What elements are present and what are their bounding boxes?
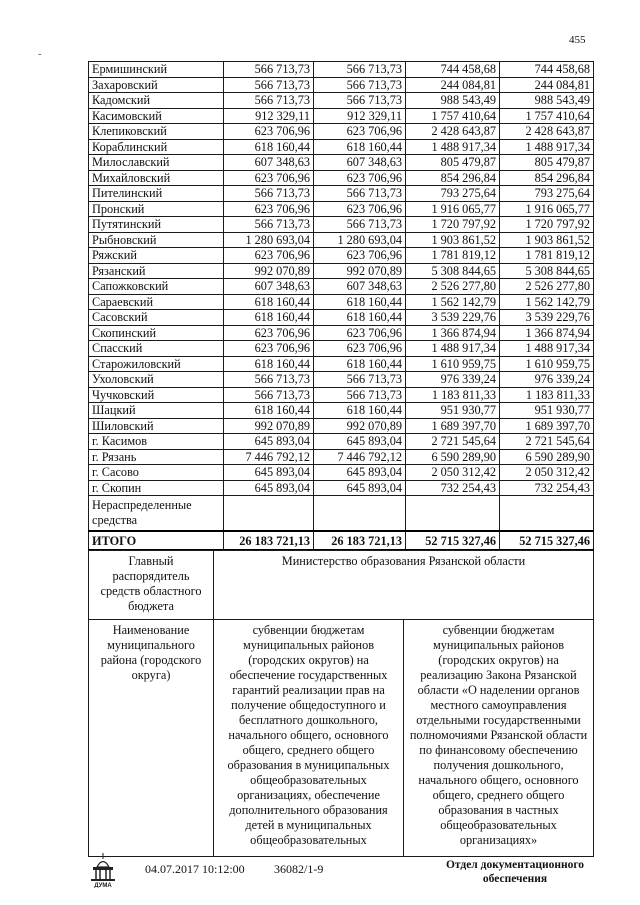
amount-cell-4: 5 308 844,65 bbox=[500, 263, 594, 279]
district-name-cell: Пронский bbox=[89, 201, 224, 217]
district-name-cell: Чучковский bbox=[89, 387, 224, 403]
amount-cell-1: 566 713,73 bbox=[224, 372, 314, 388]
budget-table bbox=[88, 61, 594, 551]
table-row bbox=[89, 449, 594, 465]
meta-row-distributor bbox=[89, 551, 594, 620]
amount-cell-2: 566 713,73 bbox=[314, 77, 406, 93]
amount-cell-3: 244 084,81 bbox=[406, 77, 500, 93]
amount-cell-4: 52 715 327,46 bbox=[500, 531, 594, 550]
amount-cell-1: 623 706,96 bbox=[224, 325, 314, 341]
table-row bbox=[89, 201, 594, 217]
table-row bbox=[89, 403, 594, 419]
amount-cell-3: 1 488 917,34 bbox=[406, 341, 500, 357]
amount-cell-1: 623 706,96 bbox=[224, 124, 314, 140]
table-row bbox=[89, 248, 594, 264]
amount-cell-4: 2 050 312,42 bbox=[500, 465, 594, 481]
amount-cell-4: 1 562 142,79 bbox=[500, 294, 594, 310]
amount-cell-4: 1 183 811,33 bbox=[500, 387, 594, 403]
table-row bbox=[89, 217, 594, 233]
amount-cell-1: 618 160,44 bbox=[224, 139, 314, 155]
amount-cell-2: 623 706,96 bbox=[314, 201, 406, 217]
empty-cell bbox=[224, 496, 314, 532]
district-name-cell: Путятинский bbox=[89, 217, 224, 233]
amount-cell-4: 732 254,43 bbox=[500, 480, 594, 496]
footer-document-number: 36082/1-9 bbox=[274, 862, 324, 876]
table-row bbox=[89, 434, 594, 450]
amount-cell-3: 1 916 065,77 bbox=[406, 201, 500, 217]
amount-cell-3: 1 781 819,12 bbox=[406, 248, 500, 264]
amount-cell-3: 988 543,49 bbox=[406, 93, 500, 109]
meta-table bbox=[88, 550, 594, 857]
amount-cell-2: 566 713,73 bbox=[314, 62, 406, 78]
amount-cell-1: 607 348,63 bbox=[224, 279, 314, 295]
table-row bbox=[89, 139, 594, 155]
table-row bbox=[89, 93, 594, 109]
table-row bbox=[89, 62, 594, 78]
district-name-cell: ИТОГО bbox=[89, 531, 224, 550]
amount-cell-3: 976 339,24 bbox=[406, 372, 500, 388]
amount-cell-4: 1 720 797,92 bbox=[500, 217, 594, 233]
district-name-cell: Шацкий bbox=[89, 403, 224, 419]
table-row bbox=[89, 325, 594, 341]
amount-cell-3: 2 526 277,80 bbox=[406, 279, 500, 295]
table-row bbox=[89, 294, 594, 310]
amount-cell-2: 566 713,73 bbox=[314, 217, 406, 233]
amount-cell-1: 566 713,73 bbox=[224, 186, 314, 202]
district-name-cell: Ряжский bbox=[89, 248, 224, 264]
amount-cell-1: 1 280 693,04 bbox=[224, 232, 314, 248]
amount-cell-4: 1 610 959,75 bbox=[500, 356, 594, 372]
meta-row-header bbox=[89, 620, 594, 857]
amount-cell-1: 607 348,63 bbox=[224, 155, 314, 171]
amount-cell-3: 1 689 397,70 bbox=[406, 418, 500, 434]
margin-mark: - bbox=[38, 48, 42, 60]
table-row bbox=[89, 341, 594, 357]
amount-cell-4: 1 781 819,12 bbox=[500, 248, 594, 264]
district-name-cell: Старожиловский bbox=[89, 356, 224, 372]
district-name-cell: Спасский bbox=[89, 341, 224, 357]
amount-cell-3: 52 715 327,46 bbox=[406, 531, 500, 550]
table-row bbox=[89, 186, 594, 202]
unallocated-row bbox=[89, 496, 594, 532]
amount-cell-2: 618 160,44 bbox=[314, 294, 406, 310]
amount-cell-4: 1 366 874,94 bbox=[500, 325, 594, 341]
amount-cell-4: 854 296,84 bbox=[500, 170, 594, 186]
amount-cell-3: 744 458,68 bbox=[406, 62, 500, 78]
amount-cell-3: 1 610 959,75 bbox=[406, 356, 500, 372]
amount-cell-1: 623 706,96 bbox=[224, 170, 314, 186]
amount-cell-1: 26 183 721,13 bbox=[224, 531, 314, 550]
amount-cell-2: 623 706,96 bbox=[314, 248, 406, 264]
amount-cell-1: 618 160,44 bbox=[224, 403, 314, 419]
amount-cell-2: 623 706,96 bbox=[314, 170, 406, 186]
amount-cell-4: 244 084,81 bbox=[500, 77, 594, 93]
amount-cell-2: 618 160,44 bbox=[314, 356, 406, 372]
footer-department: Отдел документационного обеспечения bbox=[445, 859, 585, 885]
amount-cell-2: 607 348,63 bbox=[314, 279, 406, 295]
district-name-cell: Клепиковский bbox=[89, 124, 224, 140]
amount-cell-1: 618 160,44 bbox=[224, 294, 314, 310]
district-name-cell: Кадомский bbox=[89, 93, 224, 109]
amount-cell-4: 976 339,24 bbox=[500, 372, 594, 388]
amount-cell-2: 618 160,44 bbox=[314, 403, 406, 419]
page-number: 455 bbox=[569, 34, 586, 46]
district-name-cell: Скопинский bbox=[89, 325, 224, 341]
district-name-cell: г. Касимов bbox=[89, 434, 224, 450]
district-name-cell: Ермишинский bbox=[89, 62, 224, 78]
amount-cell-4: 2 428 643,87 bbox=[500, 124, 594, 140]
table-row bbox=[89, 170, 594, 186]
amount-cell-1: 566 713,73 bbox=[224, 93, 314, 109]
logo-text: ДУМА bbox=[94, 883, 112, 888]
amount-cell-1: 992 070,89 bbox=[224, 263, 314, 279]
table-row bbox=[89, 356, 594, 372]
table-row bbox=[89, 418, 594, 434]
district-name-cell: Кораблинский bbox=[89, 139, 224, 155]
table-row bbox=[89, 372, 594, 388]
amount-cell-1: 623 706,96 bbox=[224, 341, 314, 357]
amount-cell-2: 1 280 693,04 bbox=[314, 232, 406, 248]
district-name-cell: Сапожковский bbox=[89, 279, 224, 295]
amount-cell-3: 3 539 229,76 bbox=[406, 310, 500, 326]
amount-cell-2: 618 160,44 bbox=[314, 139, 406, 155]
district-name-cell: Сасовский bbox=[89, 310, 224, 326]
amount-cell-2: 623 706,96 bbox=[314, 325, 406, 341]
amount-cell-2: 645 893,04 bbox=[314, 480, 406, 496]
amount-cell-1: 623 706,96 bbox=[224, 248, 314, 264]
amount-cell-4: 1 916 065,77 bbox=[500, 201, 594, 217]
amount-cell-1: 618 160,44 bbox=[224, 356, 314, 372]
district-name-cell: Касимовский bbox=[89, 108, 224, 124]
amount-cell-3: 5 308 844,65 bbox=[406, 263, 500, 279]
amount-cell-2: 566 713,73 bbox=[314, 93, 406, 109]
unallocated-label: Нераспределенные средства bbox=[89, 496, 224, 532]
district-name-cell: Рыбновский bbox=[89, 232, 224, 248]
ministry-name: Министерство образования Рязанской области bbox=[214, 551, 594, 620]
duma-emblem-icon bbox=[88, 852, 118, 888]
amount-cell-1: 566 713,73 bbox=[224, 77, 314, 93]
district-name-cell: Захаровский bbox=[89, 77, 224, 93]
district-name-cell: Пителинский bbox=[89, 186, 224, 202]
amount-cell-3: 1 562 142,79 bbox=[406, 294, 500, 310]
total-row bbox=[89, 531, 594, 550]
amount-cell-1: 566 713,73 bbox=[224, 217, 314, 233]
amount-cell-2: 618 160,44 bbox=[314, 310, 406, 326]
table-row bbox=[89, 480, 594, 496]
table-row bbox=[89, 232, 594, 248]
district-name-cell: г. Рязань bbox=[89, 449, 224, 465]
amount-cell-4: 988 543,49 bbox=[500, 93, 594, 109]
amount-cell-3: 2 721 545,64 bbox=[406, 434, 500, 450]
amount-cell-2: 645 893,04 bbox=[314, 465, 406, 481]
amount-cell-1: 566 713,73 bbox=[224, 62, 314, 78]
amount-cell-2: 566 713,73 bbox=[314, 372, 406, 388]
district-name-cell: Сараевский bbox=[89, 294, 224, 310]
amount-cell-3: 2 428 643,87 bbox=[406, 124, 500, 140]
amount-cell-4: 6 590 289,90 bbox=[500, 449, 594, 465]
amount-cell-2: 623 706,96 bbox=[314, 341, 406, 357]
amount-cell-3: 951 930,77 bbox=[406, 403, 500, 419]
table-row bbox=[89, 108, 594, 124]
amount-cell-4: 951 930,77 bbox=[500, 403, 594, 419]
amount-cell-3: 1 903 861,52 bbox=[406, 232, 500, 248]
district-name-cell: Ухоловский bbox=[89, 372, 224, 388]
amount-cell-2: 7 446 792,12 bbox=[314, 449, 406, 465]
amount-cell-1: 645 893,04 bbox=[224, 480, 314, 496]
table-row bbox=[89, 387, 594, 403]
district-name-cell: г. Сасово bbox=[89, 465, 224, 481]
amount-cell-4: 744 458,68 bbox=[500, 62, 594, 78]
table-row bbox=[89, 263, 594, 279]
table-row bbox=[89, 77, 594, 93]
amount-cell-3: 793 275,64 bbox=[406, 186, 500, 202]
amount-cell-3: 1 183 811,33 bbox=[406, 387, 500, 403]
amount-cell-2: 992 070,89 bbox=[314, 418, 406, 434]
table-row bbox=[89, 465, 594, 481]
amount-cell-3: 805 479,87 bbox=[406, 155, 500, 171]
district-name-cell: г. Скопин bbox=[89, 480, 224, 496]
amount-cell-4: 1 757 410,64 bbox=[500, 108, 594, 124]
district-name-cell: Милославский bbox=[89, 155, 224, 171]
amount-cell-3: 1 757 410,64 bbox=[406, 108, 500, 124]
district-name-cell: Рязанский bbox=[89, 263, 224, 279]
amount-cell-1: 912 329,11 bbox=[224, 108, 314, 124]
amount-cell-4: 3 539 229,76 bbox=[500, 310, 594, 326]
amount-cell-1: 645 893,04 bbox=[224, 434, 314, 450]
empty-cell bbox=[500, 496, 594, 532]
amount-cell-1: 992 070,89 bbox=[224, 418, 314, 434]
budget-table-body bbox=[89, 62, 594, 551]
table-row bbox=[89, 155, 594, 171]
amount-cell-3: 854 296,84 bbox=[406, 170, 500, 186]
subvention-2-header: субвенции бюджетам муниципальных районов (городских округов) на реализацию Закона Рязанской области «О наделении органов местного самоуправления отдельными государственными полномочиями Рязанской области по финансовому обеспечению получения дошкольного, начального общего, основного общего, среднего общего образования в частных общеобразовательных организациях» bbox=[404, 620, 594, 857]
amount-cell-3: 2 050 312,42 bbox=[406, 465, 500, 481]
amount-cell-2: 623 706,96 bbox=[314, 124, 406, 140]
amount-cell-2: 607 348,63 bbox=[314, 155, 406, 171]
amount-cell-4: 2 721 545,64 bbox=[500, 434, 594, 450]
amount-cell-3: 1 720 797,92 bbox=[406, 217, 500, 233]
amount-cell-4: 793 275,64 bbox=[500, 186, 594, 202]
amount-cell-2: 566 713,73 bbox=[314, 186, 406, 202]
table-row bbox=[89, 279, 594, 295]
table-row bbox=[89, 310, 594, 326]
empty-cell bbox=[314, 496, 406, 532]
amount-cell-2: 566 713,73 bbox=[314, 387, 406, 403]
amount-cell-2: 26 183 721,13 bbox=[314, 531, 406, 550]
amount-cell-4: 1 488 917,34 bbox=[500, 341, 594, 357]
amount-cell-1: 566 713,73 bbox=[224, 387, 314, 403]
amount-cell-3: 1 366 874,94 bbox=[406, 325, 500, 341]
amount-cell-2: 912 329,11 bbox=[314, 108, 406, 124]
amount-cell-4: 2 526 277,80 bbox=[500, 279, 594, 295]
distributor-label: Главный распорядитель средств областного бюджета bbox=[89, 551, 214, 620]
amount-cell-1: 618 160,44 bbox=[224, 310, 314, 326]
amount-cell-2: 645 893,04 bbox=[314, 434, 406, 450]
amount-cell-1: 645 893,04 bbox=[224, 465, 314, 481]
footer-date: 04.07.2017 10:12:00 bbox=[145, 862, 245, 876]
amount-cell-1: 623 706,96 bbox=[224, 201, 314, 217]
amount-cell-3: 6 590 289,90 bbox=[406, 449, 500, 465]
district-name-cell: Шиловский bbox=[89, 418, 224, 434]
amount-cell-4: 1 689 397,70 bbox=[500, 418, 594, 434]
amount-cell-3: 1 488 917,34 bbox=[406, 139, 500, 155]
municipality-label: Наименование муниципального района (городского округа) bbox=[89, 620, 214, 857]
amount-cell-2: 992 070,89 bbox=[314, 263, 406, 279]
subvention-1-header: субвенции бюджетам муниципальных районов (городских округов) на обеспечение государственных гарантий реализации прав на получение общедоступного и бесплатного дошкольного, начального общего, основного общего, среднего общего образования в муниципальных общеобразовательных организациях, обеспечение дополнительного образования детей в муниципальных общеобразовательных bbox=[214, 620, 404, 857]
district-name-cell: Михайловский bbox=[89, 170, 224, 186]
amount-cell-4: 805 479,87 bbox=[500, 155, 594, 171]
empty-cell bbox=[406, 496, 500, 532]
amount-cell-3: 732 254,43 bbox=[406, 480, 500, 496]
table-row bbox=[89, 124, 594, 140]
amount-cell-4: 1 903 861,52 bbox=[500, 232, 594, 248]
amount-cell-1: 7 446 792,12 bbox=[224, 449, 314, 465]
amount-cell-4: 1 488 917,34 bbox=[500, 139, 594, 155]
